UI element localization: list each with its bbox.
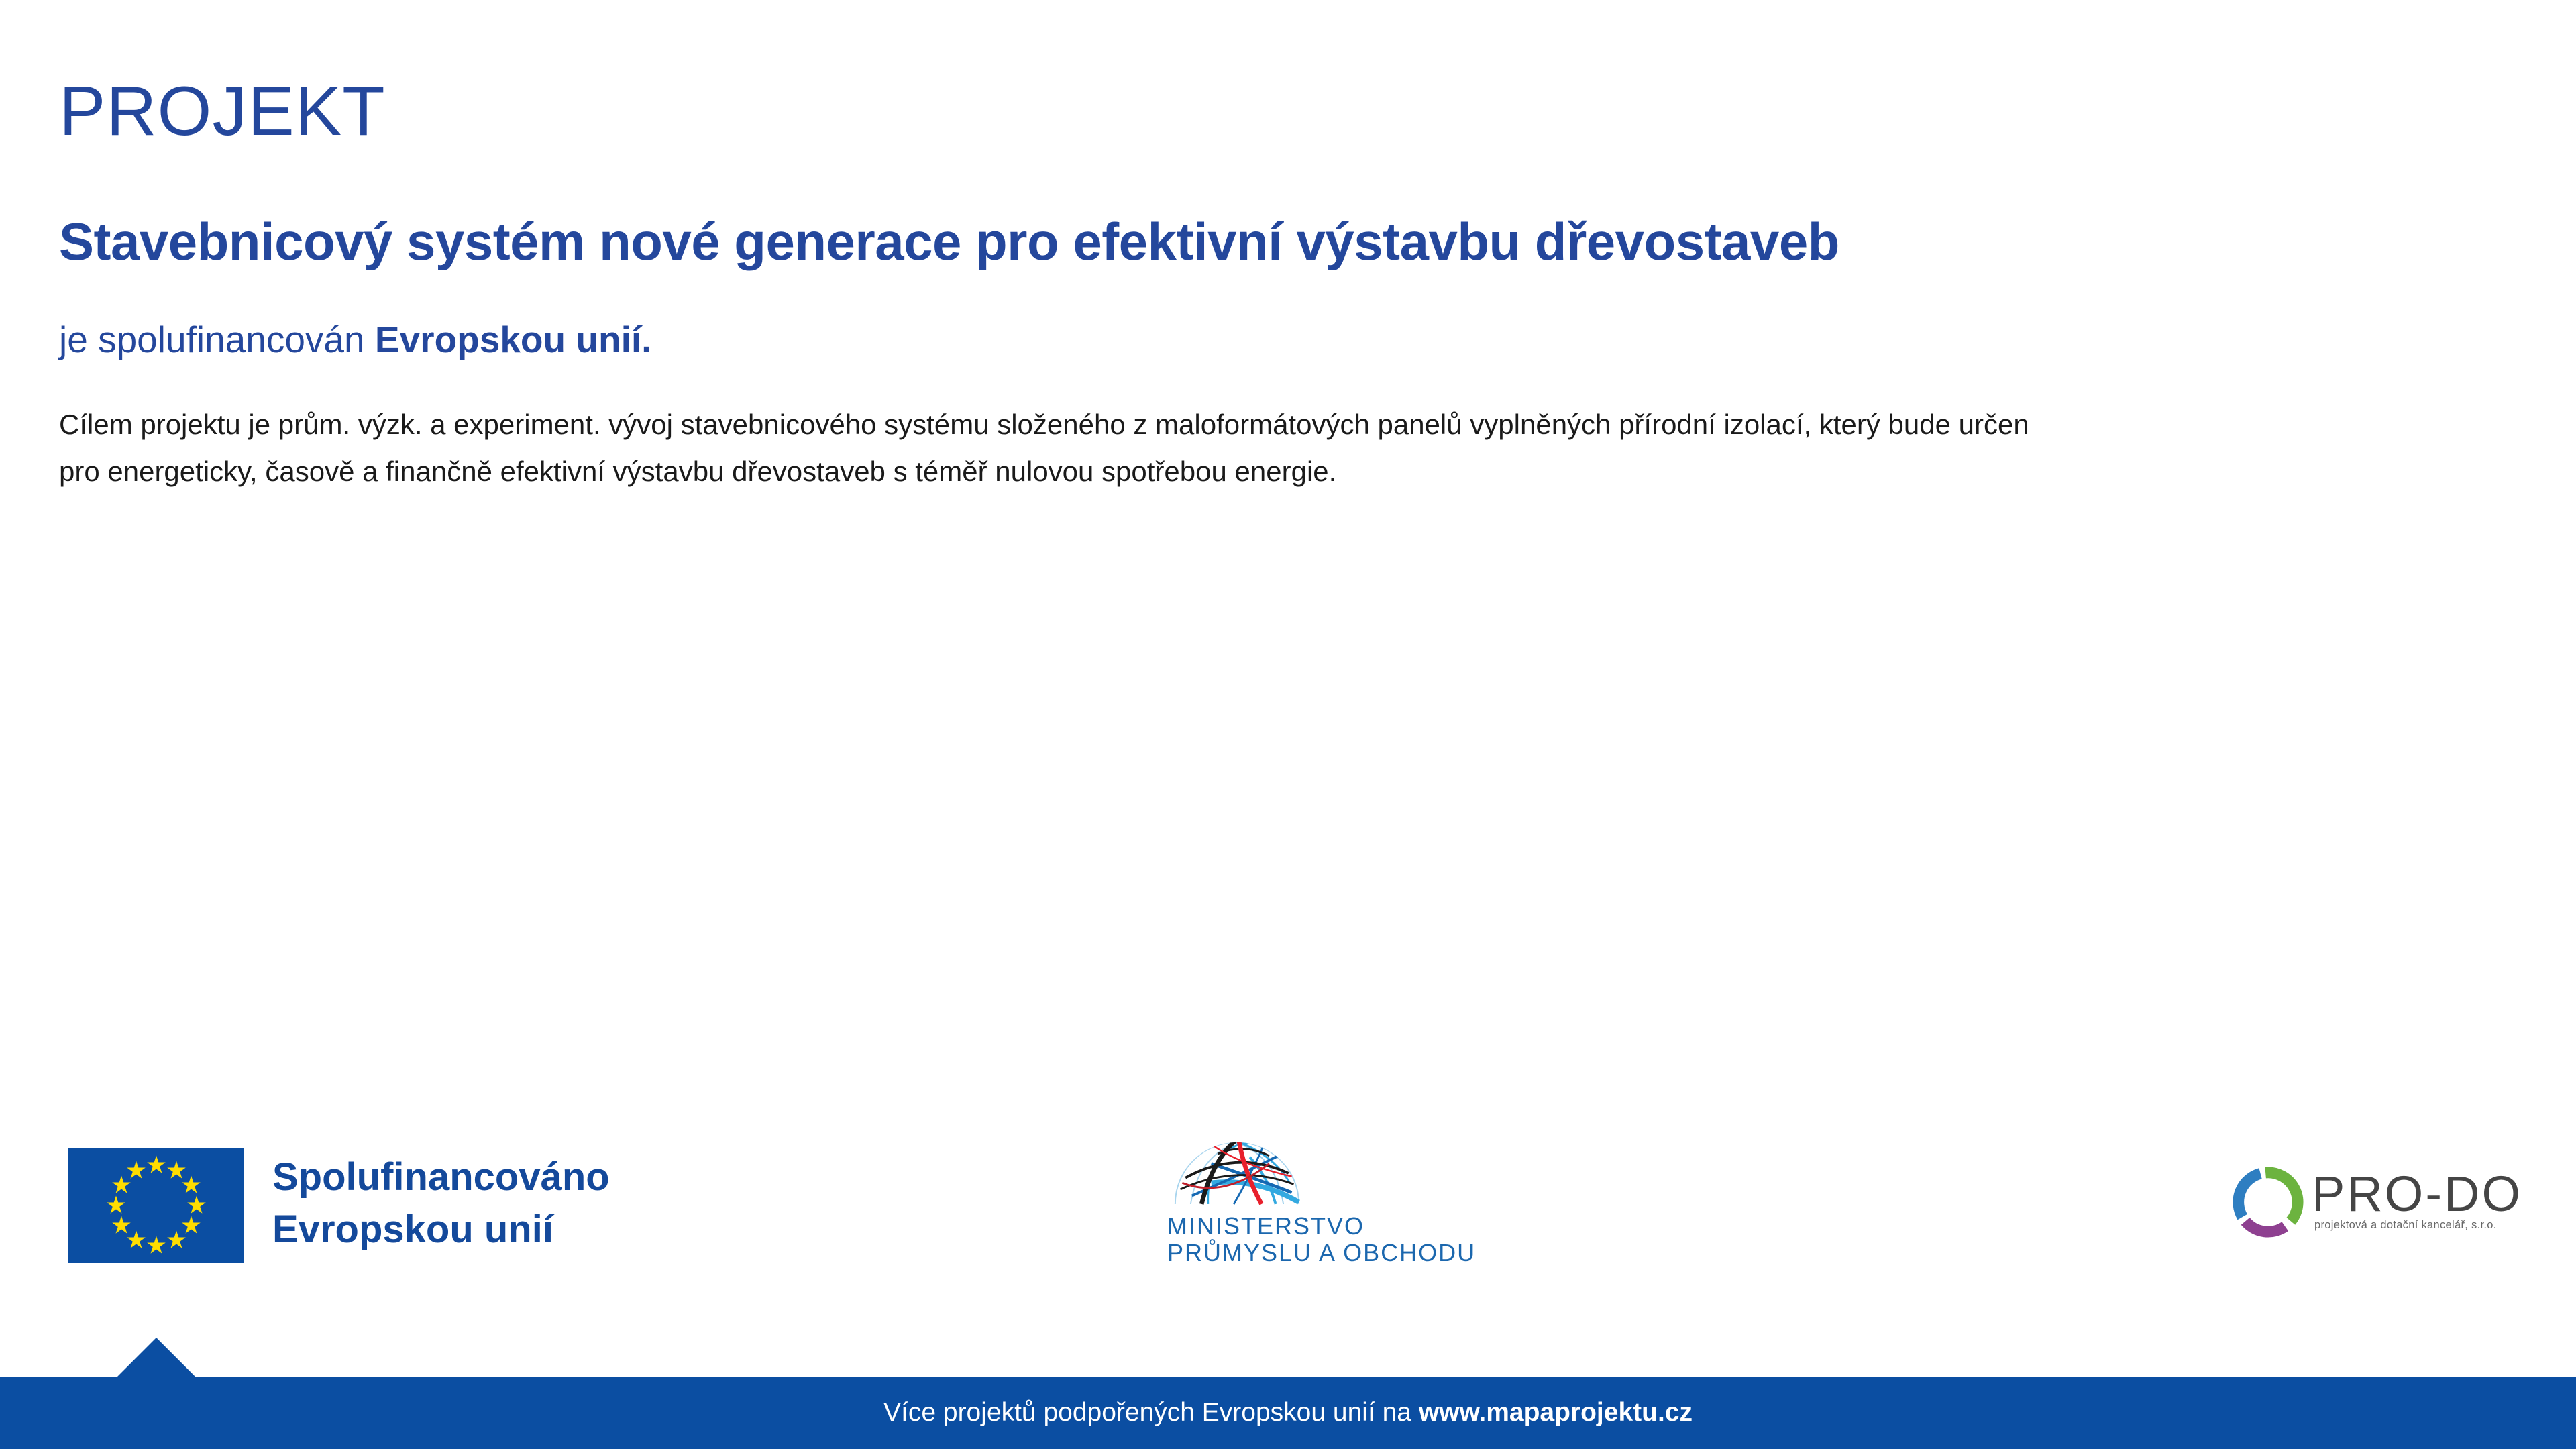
description-line-1: Cílem projektu je prům. výzk. a experiment. vývoj stavebnicového systému složeného z maloformátových panelů vyplněných přírodní izolací, který bude určen xyxy=(59,409,2029,440)
cofinance-line xyxy=(59,318,651,361)
prodo-ring-icon xyxy=(2233,1167,2304,1238)
footer-bar-text xyxy=(883,1398,1693,1428)
project-description xyxy=(59,401,2029,495)
footer-bar xyxy=(0,1377,2576,1449)
footer-bar-prefix: Více projektů podpořených Evropskou unií na xyxy=(883,1398,1419,1427)
eu-flag-icon xyxy=(68,1148,244,1263)
eu-label-line-2: Evropskou unií xyxy=(272,1208,553,1251)
cofinance-emphasis: Evropskou unií. xyxy=(374,319,652,360)
prodo-name: PRO-DO xyxy=(2312,1166,2522,1222)
eu-label-line-1: Spolufinancováno xyxy=(272,1155,610,1199)
page-title: PROJEKT xyxy=(59,72,386,150)
mapaprojektu-link[interactable]: www.mapaprojektu.cz xyxy=(1418,1398,1693,1427)
ministry-label-line-2: PRŮMYSLU A OBCHODU xyxy=(1167,1239,1477,1267)
prodo-logo xyxy=(2233,1165,2555,1246)
eu-cofunded-label xyxy=(272,1151,610,1256)
ministry-logo xyxy=(1167,1136,1477,1271)
prodo-tagline: projektová a dotační kancelář, s.r.o. xyxy=(2314,1219,2497,1231)
notch-triangle-icon xyxy=(117,1338,195,1377)
cofinance-prefix: je spolufinancován xyxy=(59,319,375,360)
description-line-2: pro energeticky, časově a finančně efektivní výstavbu dřevostaveb s téměř nulovou spotřebou energie. xyxy=(59,455,1337,487)
ministry-label-line-1: MINISTERSTVO xyxy=(1167,1212,1365,1240)
project-name-heading: Stavebnicový systém nové generace pro efektivní výstavbu dřevostaveb xyxy=(59,212,1839,271)
ministry-label xyxy=(1167,1213,1476,1267)
globe-dome-icon xyxy=(1173,1138,1301,1205)
